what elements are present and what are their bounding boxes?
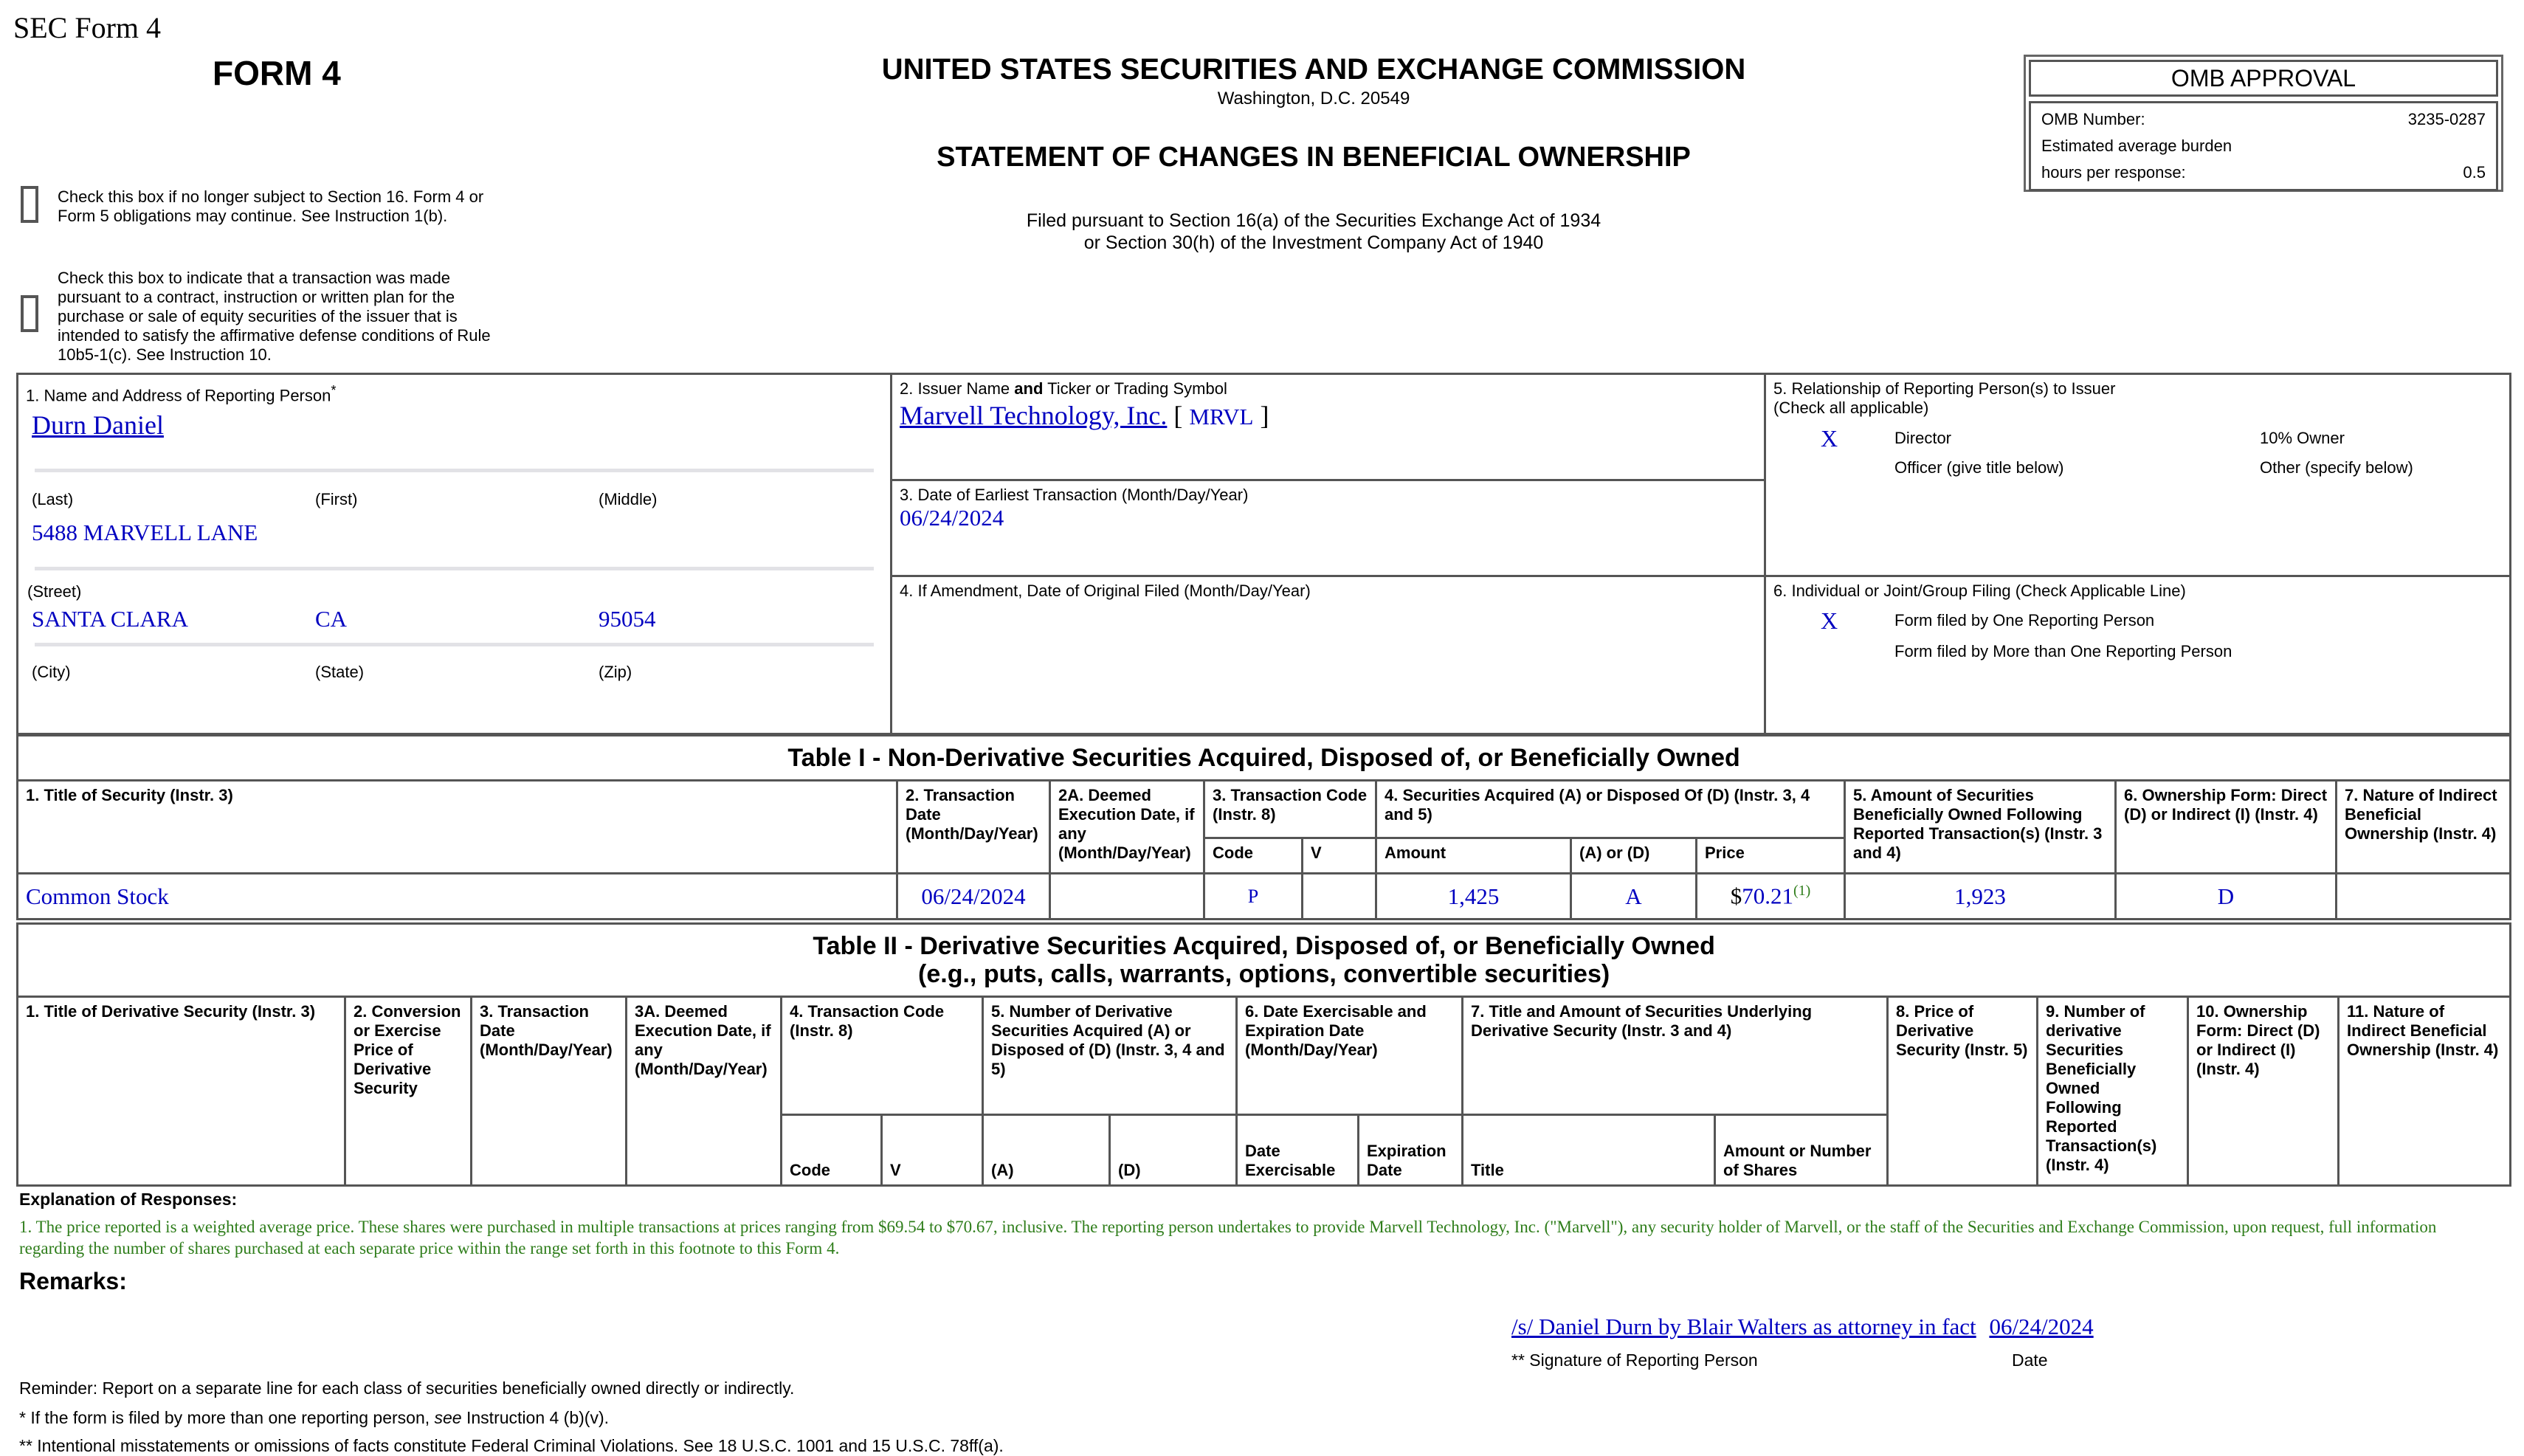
- t1-header-ownership: 6. Ownership Form: Direct (D) or Indirect (I) (Instr. 4): [2116, 781, 2337, 874]
- box4-label: 4. If Amendment, Date of Original Filed (Month/Day/Year): [900, 582, 1311, 600]
- criminal-violations-note: ** Intentional misstatements or omissions of facts constitute Federal Criminal Violations. See 18 U.S.C. 1001 and 15 U.S.C. 78ff(a).: [19, 1436, 1004, 1455]
- one-person-label: Form filed by One Reporting Person: [1894, 611, 2155, 629]
- transaction-date: 06/24/2024: [897, 874, 1050, 920]
- box6-label: 6. Individual or Joint/Group Filing (Check Applicable Line): [1773, 582, 2186, 600]
- earliest-transaction-date: 06/24/2024: [900, 505, 1004, 531]
- director-label: Director: [1894, 429, 1952, 447]
- more-persons-label: Form filed by More than One Reporting Person: [1894, 642, 2232, 660]
- ten-percent-owner-label: 10% Owner: [2260, 429, 2345, 447]
- filed-line-2: or Section 30(h) of the Investment Company Act of 1940: [1083, 232, 1544, 253]
- acquired-disposed: A: [1571, 874, 1697, 920]
- agency-title: UNITED STATES SECURITIES AND EXCHANGE COMMISSION: [881, 53, 1746, 86]
- t1-header-nature: 7. Nature of Indirect Beneficial Ownership (Instr. 4): [2337, 781, 2511, 874]
- t2-subheader-a: (A): [983, 1115, 1110, 1186]
- box2-label: [900, 379, 1756, 398]
- remarks-title: Remarks:: [19, 1268, 127, 1294]
- transaction-price: [1697, 874, 1845, 920]
- t2-header-title: 1. Title of Derivative Security (Instr. 3): [18, 997, 345, 1186]
- box3-label: 3. Date of Earliest Transaction (Month/Day/Year): [900, 486, 1249, 504]
- zip-label: (Zip): [599, 663, 632, 682]
- transaction-v: [1303, 874, 1376, 920]
- state-label: (State): [315, 663, 365, 682]
- t1-subheader-v: V: [1303, 838, 1376, 874]
- note1-see: see: [434, 1408, 462, 1427]
- table2-derivative: [16, 922, 2511, 1187]
- t1-header-title: 1. Title of Security (Instr. 3): [18, 781, 897, 874]
- table1-non-derivative: [16, 734, 2511, 920]
- t2-header-deemed: 3A. Deemed Execution Date, if any (Month/Day/Year): [627, 997, 782, 1186]
- t2-subheader-code: Code: [782, 1115, 882, 1186]
- box1-label: 1. Name and Address of Reporting Person: [26, 386, 331, 405]
- box6-filing-type: [1765, 576, 2511, 734]
- officer-label: Officer (give title below): [1894, 458, 2064, 477]
- table2-title: [18, 924, 2511, 997]
- state-value: CA: [315, 606, 348, 632]
- note1-post: Instruction 4 (b)(v).: [461, 1408, 609, 1427]
- asterisk: *: [331, 382, 337, 398]
- ownership-form: D: [2116, 874, 2337, 920]
- form-title: FORM 4: [213, 54, 341, 92]
- box3-earliest-date: [892, 480, 1765, 576]
- multi-person-note: [19, 1408, 609, 1428]
- omb-hours-value: 0.5: [2463, 163, 2486, 182]
- t2-header-ownership: 10. Ownership Form: Direct (D) or Indirect (I) (Instr. 4): [2188, 997, 2339, 1186]
- omb-burden-label: Estimated average burden: [2041, 137, 2232, 155]
- omb-hours-label: hours per response:: [2041, 163, 2186, 182]
- table1-title: Table I - Non-Derivative Securities Acquired, Disposed of, or Beneficially Owned: [18, 736, 2511, 781]
- table-row: [18, 874, 2511, 920]
- t2-header-number: 5. Number of Derivative Securities Acquired (A) or Disposed of (D) (Instr. 3, 4 and 5): [983, 997, 1237, 1115]
- t1-subheader-ad: (A) or (D): [1571, 838, 1697, 874]
- t2-header-date: 3. Transaction Date (Month/Day/Year): [472, 997, 627, 1186]
- statement-title: STATEMENT OF CHANGES IN BENEFICIAL OWNERSHIP: [937, 142, 1691, 173]
- t2-header-price: 8. Price of Derivative Security (Instr. 5): [1888, 997, 2038, 1186]
- t2-subheader-d: (D): [1110, 1115, 1237, 1186]
- t1-subheader-price: Price: [1697, 838, 1845, 874]
- omb-title: OMB APPROVAL: [2029, 60, 2498, 97]
- table2-title-line2: (e.g., puts, calls, warrants, options, convertible securities): [918, 960, 1610, 988]
- signature-label: ** Signature of Reporting Person: [1511, 1350, 1758, 1370]
- signature-link[interactable]: /s/ Daniel Durn by Blair Walters as attorney in fact: [1511, 1314, 1976, 1339]
- signature-block: [1511, 1314, 2094, 1340]
- reminder-text: Reminder: Report on a separate line for each class of securities beneficially owned directly or indirectly.: [19, 1379, 795, 1398]
- transaction-code: P: [1204, 874, 1303, 920]
- t1-header-owned: 5. Amount of Securities Beneficially Owned Following Reported Transaction(s) (Instr. 3 and 4): [1845, 781, 2116, 874]
- ticker-symbol: MRVL: [1189, 404, 1254, 429]
- omb-details: [2029, 101, 2498, 191]
- section16-text: Check this box if no longer subject to Section 16. Form 4 or Form 5 obligations may continue. See Instruction 1(b).: [58, 187, 484, 225]
- t2-subheader-amount: Amount or Number of Shares: [1715, 1115, 1888, 1186]
- issuer-name-link[interactable]: Marvell Technology, Inc.: [900, 401, 1168, 430]
- box2-label-post: Ticker or Trading Symbol: [1043, 379, 1227, 398]
- box4-amendment: [892, 576, 1765, 734]
- box2-label-pre: 2. Issuer Name: [900, 379, 1015, 398]
- t2-header-code: 4. Transaction Code (Instr. 8): [782, 997, 983, 1115]
- reporting-info-grid: [16, 373, 2511, 735]
- t2-header-conversion: 2. Conversion or Exercise Price of Derivative Security: [345, 997, 472, 1186]
- filed-pursuant: [738, 210, 1889, 254]
- rule10b5-text: Check this box to indicate that a transaction was made pursuant to a contract, instruction or written plan for the purchase or sale of equity securities of the issuer that is intended to satisfy the affirmative defense conditions of Rule 10b5-1(c). See Instruction 10.: [58, 269, 491, 364]
- omb-number-value: 3235-0287: [2407, 110, 2486, 128]
- t2-subheader-title: Title: [1463, 1115, 1715, 1186]
- t1-header-deemed: 2A. Deemed Execution Date, if any (Month/Day/Year): [1050, 781, 1204, 874]
- price-value: 70.21: [1742, 883, 1793, 909]
- nature-of-ownership: [2337, 874, 2511, 920]
- box5-label: 5. Relationship of Reporting Person(s) to Issuer: [1773, 379, 2116, 398]
- price-currency: $: [1730, 883, 1742, 909]
- box1-reporting-person: [18, 374, 892, 734]
- date-label: Date: [2012, 1350, 2048, 1370]
- bracket-close: ]: [1260, 401, 1269, 430]
- price-footnote-ref[interactable]: (1): [1793, 883, 1811, 900]
- first-label: (First): [315, 490, 358, 509]
- owned-following: 1,923: [1845, 874, 2116, 920]
- t1-header-acquired: 4. Securities Acquired (A) or Disposed Of (D) (Instr. 3, 4 and 5): [1376, 781, 1845, 838]
- middle-label: (Middle): [599, 490, 658, 509]
- t1-header-date: 2. Transaction Date (Month/Day/Year): [897, 781, 1050, 874]
- section16-checkbox[interactable]: [21, 186, 38, 223]
- agency-address: Washington, D.C. 20549: [1217, 89, 1410, 108]
- city-value: SANTA CLARA: [32, 606, 188, 632]
- transaction-amount: 1,425: [1376, 874, 1571, 920]
- city-label: (City): [32, 663, 71, 682]
- t2-subheader-date-exercisable: Date Exercisable: [1237, 1115, 1359, 1186]
- box2-label-and: and: [1014, 379, 1044, 398]
- t1-header-code: 3. Transaction Code (Instr. 8): [1204, 781, 1376, 838]
- explanation-title: Explanation of Responses:: [19, 1190, 238, 1209]
- box5-sublabel: (Check all applicable): [1773, 398, 1929, 417]
- t2-subheader-v: V: [882, 1115, 983, 1186]
- t2-header-underlying: 7. Title and Amount of Securities Underlying Derivative Security (Instr. 3 and 4): [1463, 997, 1888, 1115]
- filed-line-1: Filed pursuant to Section 16(a) of the Securities Exchange Act of 1934: [1026, 210, 1601, 231]
- omb-approval-box: [2024, 55, 2503, 192]
- one-person-checkmark[interactable]: X: [1821, 607, 1838, 634]
- omb-number-label: OMB Number:: [2041, 110, 2145, 128]
- signature-date-link[interactable]: 06/24/2024: [1989, 1314, 2094, 1339]
- t2-subheader-expiration: Expiration Date: [1359, 1115, 1463, 1186]
- footnote-1: 1. The price reported is a weighted average price. These shares were purchased in multiple transactions at prices ranging from $69.54 to $70.67, inclusive. The reporting person undertakes to provide Marvell Technology, Inc. ("Marvell"), any security holder of Marvell, or the staff of the Securities and Exchange Commission, upon request, full information regarding the number of shares purchased at each separate price within the range set forth in this footnote to this Form 4.: [19, 1218, 2437, 1257]
- reporting-person-name-link[interactable]: Durn Daniel: [32, 410, 164, 441]
- note1-pre: * If the form is filed by more than one reporting person,: [19, 1408, 435, 1427]
- table2-title-line1: Table II - Derivative Securities Acquired, Disposed of, or Beneficially Owned: [813, 932, 1715, 960]
- other-label: Other (specify below): [2260, 458, 2413, 477]
- street-value: 5488 MARVELL LANE: [32, 520, 258, 546]
- t1-subheader-amount: Amount: [1376, 838, 1571, 874]
- box5-relationship: [1765, 374, 2511, 576]
- t2-header-owned: 9. Number of derivative Securities Beneficially Owned Following Reported Transaction(s) (Instr. 4): [2038, 997, 2188, 1186]
- zip-value: 95054: [599, 606, 656, 632]
- street-label: (Street): [27, 582, 82, 601]
- rule10b5-checkbox[interactable]: [21, 295, 38, 332]
- last-label: (Last): [32, 490, 74, 509]
- bracket-open: [: [1173, 401, 1183, 430]
- security-title: Common Stock: [18, 874, 897, 920]
- document-label: SEC Form 4: [13, 11, 162, 44]
- deemed-date: [1050, 874, 1204, 920]
- t2-header-exercisable: 6. Date Exercisable and Expiration Date (Month/Day/Year): [1237, 997, 1463, 1115]
- box2-issuer: [892, 374, 1765, 480]
- t1-subheader-code: Code: [1204, 838, 1303, 874]
- director-checkmark[interactable]: X: [1821, 424, 1838, 452]
- t2-header-nature: 11. Nature of Indirect Beneficial Ownership (Instr. 4): [2339, 997, 2511, 1186]
